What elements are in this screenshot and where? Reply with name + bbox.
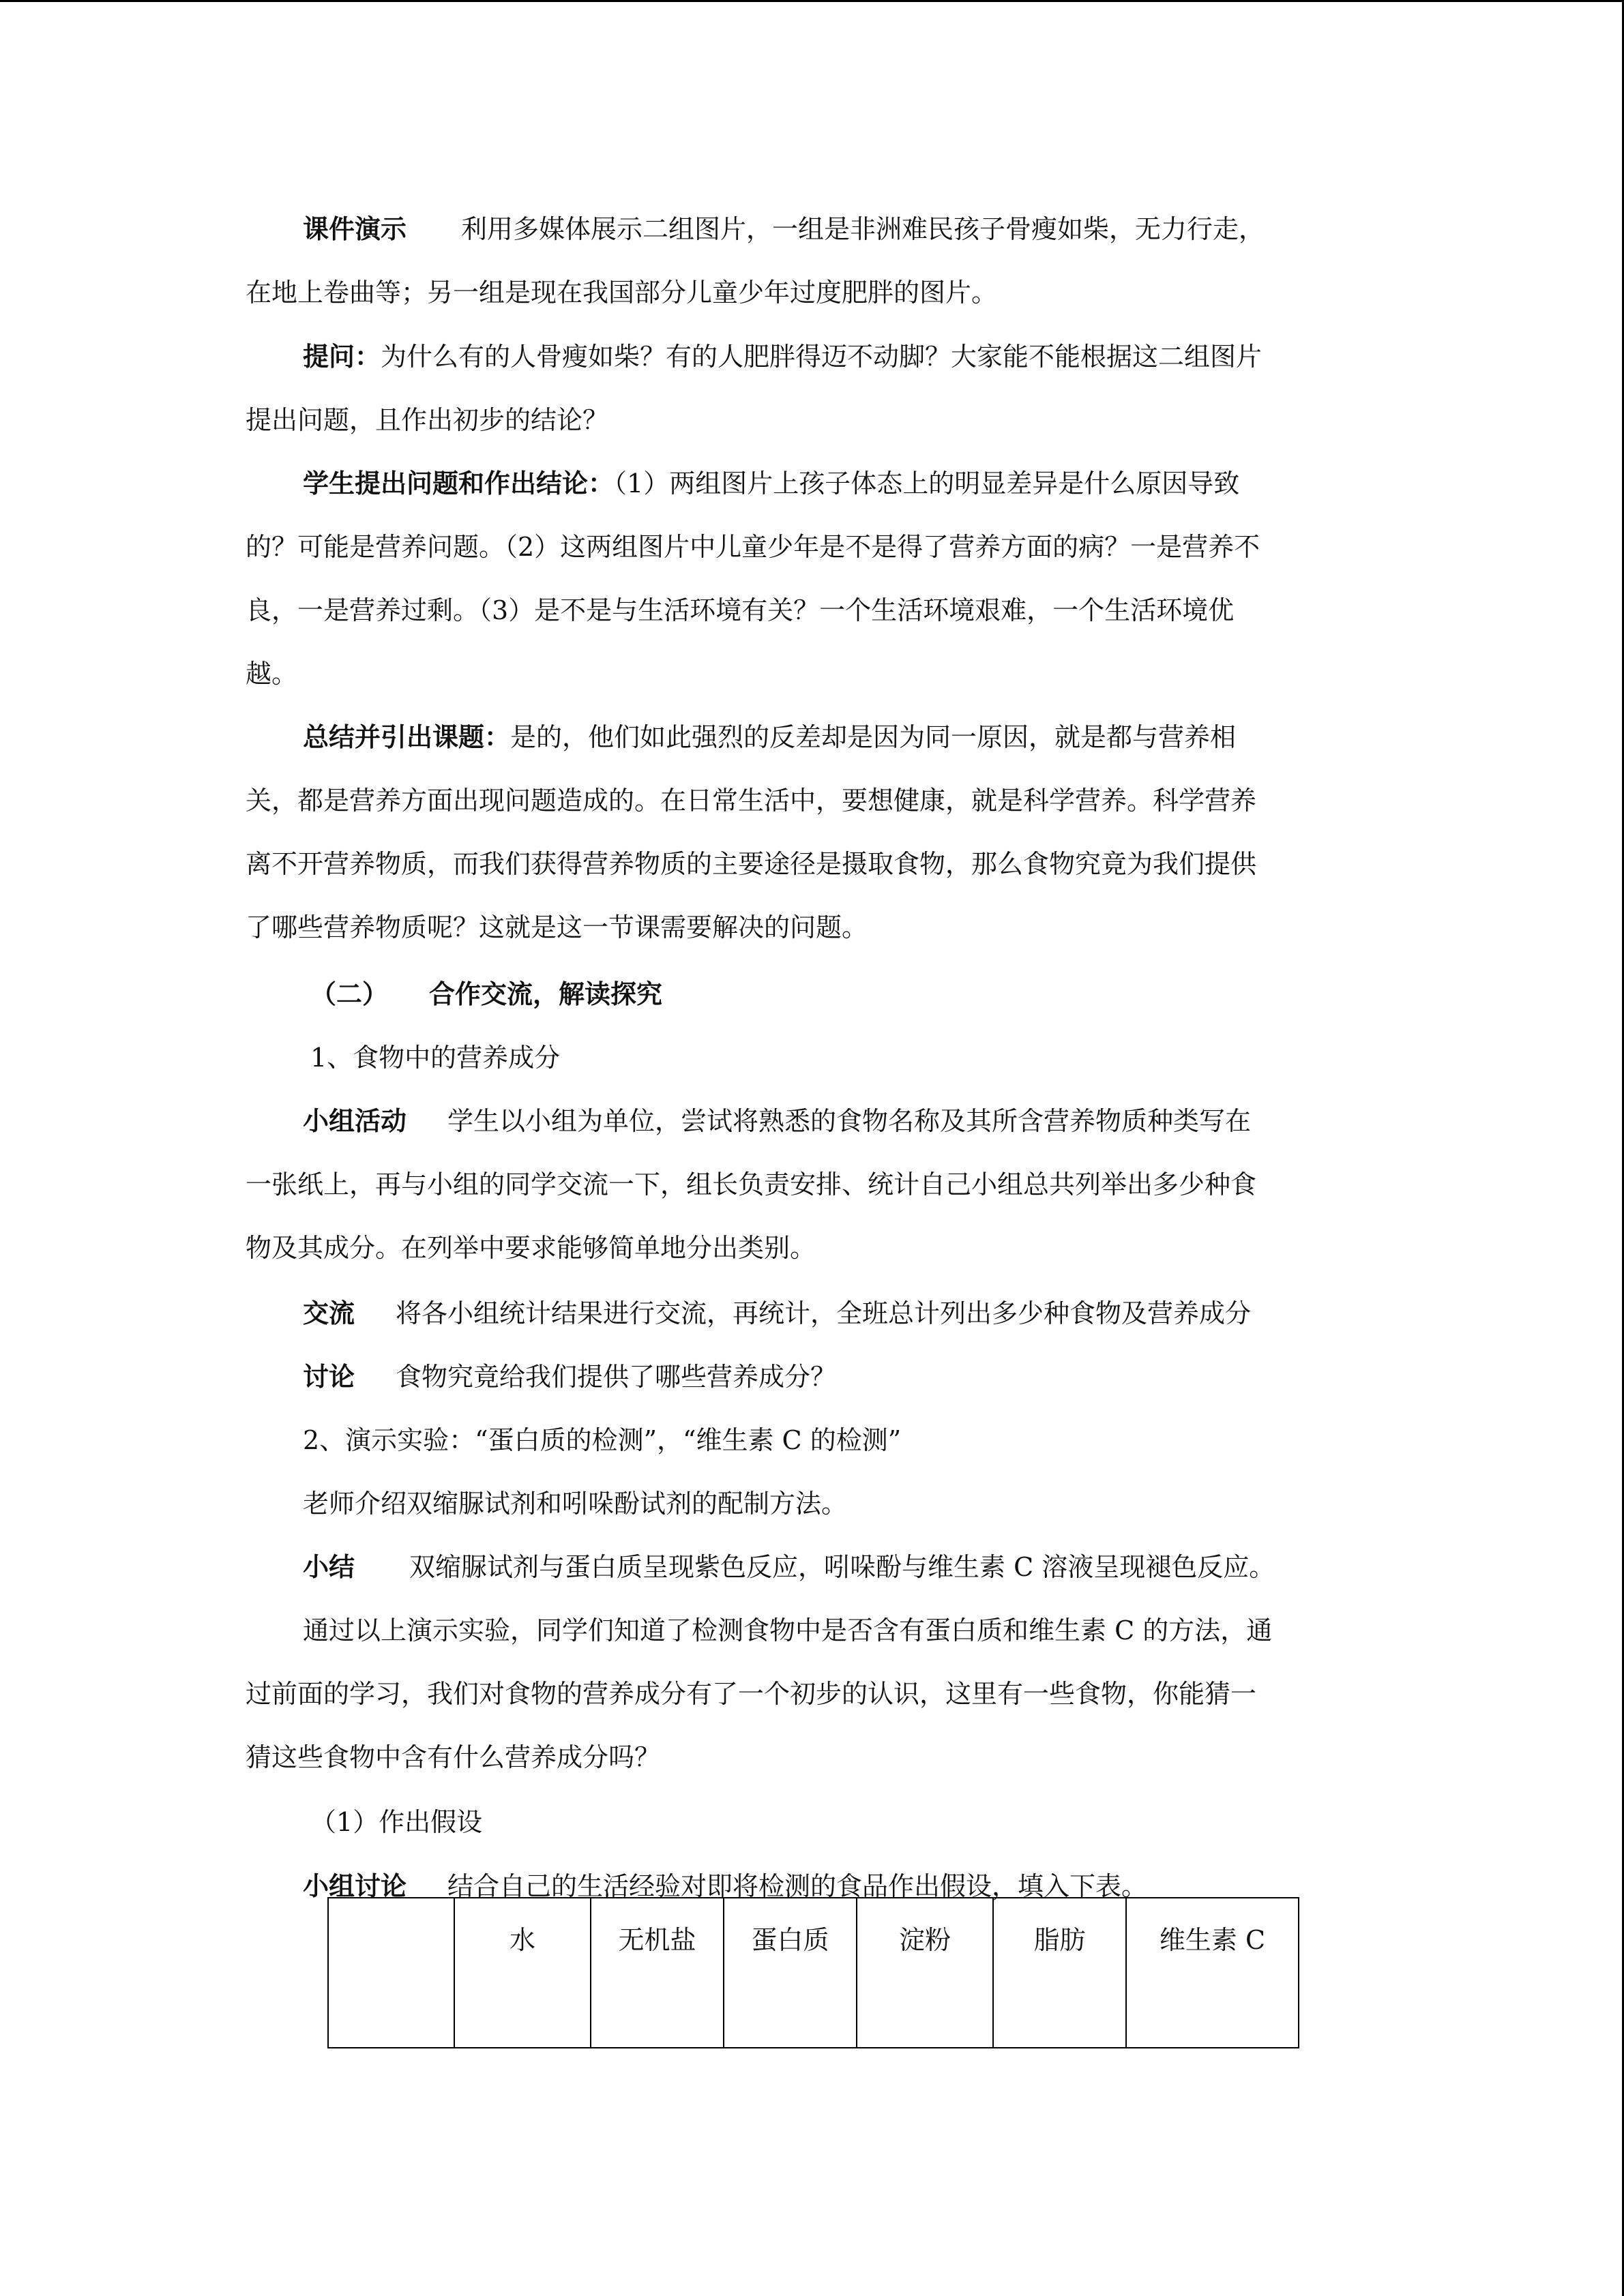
subheading-2: 2、演示实验：“蛋白质的检测”，“维生素 C 的检测” [303, 1425, 902, 1455]
p1-line2: 在地上卷曲等；另一组是现在我国部分儿童少年过度肥胖的图片。 [246, 278, 998, 308]
table-header-cell [328, 1898, 454, 2048]
p9-label: 小结 [303, 1551, 355, 1582]
table-header-cell: 维生素 C [1126, 1898, 1299, 2048]
p1-line1: 课件演示 利用多媒体展示二组图片，一组是非洲难民孩子骨瘦如柴，无力行走， [303, 213, 1265, 244]
table-row [328, 1898, 1299, 2048]
p2-line1: 提问：为什么有的人骨瘦如柴？有的人肥胖得迈不动脚？大家能不能根据这二组图片 [303, 341, 1263, 372]
table-header-cell: 无机盐 [591, 1898, 724, 2048]
table-header-cell: 蛋白质 [724, 1898, 857, 2048]
p3-line4: 越。 [246, 659, 298, 689]
p3-line3: 良，一是营养过剩。（3）是不是与生活环境有关？一个生活环境艰难，一个生活环境优 [246, 595, 1235, 625]
p11-label: 小组讨论 [303, 1870, 407, 1901]
p2-label: 提问： [303, 341, 381, 372]
p9-line: 小结 双缩脲试剂与蛋白质呈现紫色反应，吲哚酚与维生素 C 溶液呈现褪色反应。 [303, 1551, 1275, 1582]
p2-line2: 提出问题，且作出初步的结论？ [246, 405, 609, 435]
table-header-cell: 淀粉 [857, 1898, 993, 2048]
p10-line1: 通过以上演示实验，同学们知道了检测食物中是否含有蛋白质和维生素 C 的方法，通 [303, 1615, 1273, 1645]
p10-line2: 过前面的学习，我们对食物的营养成分有了一个初步的认识，这里有一些食物，你能猜一 [246, 1679, 1257, 1709]
p7-line: 讨论 食物究竟给我们提供了哪些营养成分？ [303, 1361, 837, 1392]
table-header-cell: 水 [454, 1898, 591, 2048]
p4-line3: 离不开营养物质，而我们获得营养物质的主要途径是摄取食物，那么食物究竟为我们提供 [246, 849, 1257, 879]
p5-line3: 物及其成分。在列举中要求能够简单地分出类别。 [246, 1233, 816, 1263]
p3-line1: 学生提出问题和作出结论：（1）两组图片上孩子体态上的明显差异是什么原因导致 [303, 468, 1240, 498]
p6-line: 交流 将各小组统计结果进行交流，再统计，全班总计列出多少种食物及营养成分 [303, 1298, 1252, 1328]
p1-label: 课件演示 [303, 213, 407, 244]
p4-line4: 了哪些营养物质呢？这就是这一节课需要解决的问题。 [246, 912, 868, 942]
subheading-3: （1）作出假设 [310, 1807, 483, 1837]
p3-label: 学生提出问题和作出结论： [303, 468, 615, 498]
p3-line2: 的？可能是营养问题。（2）这两组图片中儿童少年是不是得了营养方面的病？一是营养不 [246, 532, 1260, 562]
p6-label: 交流 [303, 1298, 355, 1328]
p7-label: 讨论 [303, 1361, 355, 1392]
p4-line2: 关，都是营养方面出现问题造成的。在日常生活中，要想健康，就是科学营养。科学营养 [246, 786, 1257, 816]
hypothesis-table [327, 1897, 1299, 2048]
section-heading: （二） 合作交流，解读探究 [310, 979, 663, 1009]
page-top-border [0, 0, 1624, 2]
table-header-cell: 脂肪 [993, 1898, 1126, 2048]
p4-label: 总结并引出课题： [303, 721, 511, 752]
subheading-1: 1、食物中的营养成分 [310, 1043, 561, 1073]
p8-line: 老师介绍双缩脲试剂和吲哚酚试剂的配制方法。 [303, 1489, 848, 1519]
p5-line2: 一张纸上，再与小组的同学交流一下，组长负责安排、统计自己小组总共列举出多少种食 [246, 1169, 1257, 1199]
p10-line3: 猜这些食物中含有什么营养成分吗？ [246, 1742, 661, 1772]
p5-line1: 小组活动 学生以小组为单位，尝试将熟悉的食物名称及其所含营养物质种类写在 [303, 1105, 1252, 1136]
p4-line1: 总结并引出课题：是的，他们如此强烈的反差却是因为同一原因，就是都与营养相 [303, 721, 1237, 752]
p11-line: 小组讨论 结合自己的生活经验对即将检测的食品作出假设，填入下表。 [303, 1870, 1148, 1901]
p5-label: 小组活动 [303, 1105, 407, 1136]
